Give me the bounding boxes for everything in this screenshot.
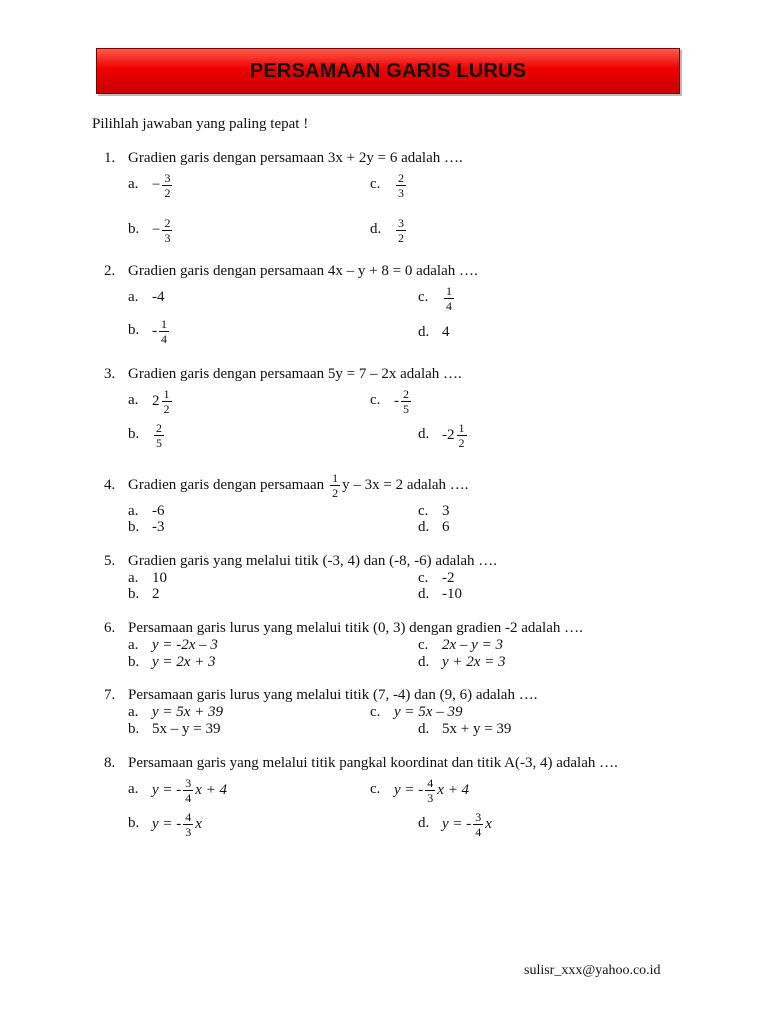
question-text: Gradien garis yang melalui titik (-3, 4) dan (-8, -6) adalah …. <box>128 553 498 569</box>
fraction-denominator: 4 <box>446 299 452 313</box>
option-label: b. <box>128 322 140 338</box>
option-label: d. <box>418 426 430 442</box>
option-label: c. <box>418 637 429 653</box>
fraction-denominator: 4 <box>475 825 482 839</box>
option-label: c. <box>418 289 429 305</box>
option-value: 2 <box>152 586 160 602</box>
option-value: -2 <box>442 570 455 586</box>
question-number: 2. <box>104 263 116 279</box>
option-label: c. <box>418 503 429 519</box>
option-expr-start: y = - <box>394 782 424 798</box>
option-expr-start: y = - <box>152 782 182 798</box>
fraction <box>159 318 169 345</box>
fraction-numerator: 3 <box>164 171 171 185</box>
question-text-start: Gradien garis dengan persamaan <box>128 476 325 493</box>
option-value: y = 5x – 39 <box>394 704 463 720</box>
option-value: y + 2x = 3 <box>442 654 506 670</box>
fraction <box>154 422 164 449</box>
question-text: Persamaan garis yang melalui titik pangkal koordinat dan titik A(-3, 4) adalah …. <box>128 755 618 771</box>
option-value: 10 <box>152 570 167 586</box>
option-value: 2x – y = 3 <box>442 637 503 653</box>
fraction-denominator: 2 <box>164 186 171 200</box>
fraction-numerator: 1 <box>161 317 167 331</box>
option-label: d. <box>418 324 430 340</box>
fraction-denominator: 5 <box>403 402 409 416</box>
fraction-numerator: 2 <box>156 421 162 435</box>
option-value: -4 <box>152 289 165 305</box>
option-expr-start: y = - <box>152 816 182 832</box>
option-expr-end: x + 4 <box>195 782 228 798</box>
fraction <box>162 388 172 415</box>
question-number: 8. <box>104 755 116 771</box>
option-label: b. <box>128 721 140 737</box>
fraction-denominator: 3 <box>185 825 192 839</box>
option-label: a. <box>128 570 139 586</box>
option-label: b. <box>128 221 140 237</box>
option-value: -3 <box>152 519 165 535</box>
instruction-text: Pilihlah jawaban yang paling tepat ! <box>92 116 309 132</box>
option-expr-end: x + 4 <box>437 782 470 798</box>
fraction <box>401 388 411 415</box>
option-label: d. <box>418 654 430 670</box>
fraction-denominator: 2 <box>458 436 465 450</box>
fraction <box>457 422 467 449</box>
fraction <box>425 777 435 804</box>
question-text-end: y – 3x = 2 adalah …. <box>342 476 469 493</box>
fraction-numerator: 3 <box>398 216 404 230</box>
fraction-denominator: 4 <box>161 332 167 346</box>
option-whole: -2 <box>442 427 455 443</box>
option-label: d. <box>418 586 430 602</box>
option-label: c. <box>370 781 381 797</box>
question-number: 5. <box>104 553 116 569</box>
fraction-denominator: 2 <box>398 231 404 245</box>
option-label: c. <box>370 392 381 408</box>
option-expr-end: x <box>195 816 202 832</box>
fraction-denominator: 4 <box>185 791 192 805</box>
fraction <box>330 472 340 499</box>
question-number: 1. <box>104 150 116 166</box>
fraction-denominator: 3 <box>398 186 404 200</box>
option-label: b. <box>128 426 140 442</box>
option-expr-start: y = - <box>442 816 472 832</box>
fraction-denominator: 2 <box>332 485 339 500</box>
option-value: y = 2x + 3 <box>152 654 216 670</box>
fraction-numerator: 3 <box>475 810 482 824</box>
option-value: y = 5x + 39 <box>152 704 224 720</box>
option-sign: − <box>152 177 161 193</box>
fraction-numerator: 1 <box>446 284 452 298</box>
fraction <box>162 217 172 244</box>
option-label: c. <box>370 704 381 720</box>
option-label: d. <box>370 221 382 237</box>
option-label: b. <box>128 519 140 535</box>
option-sign: - <box>394 393 399 409</box>
option-label: a. <box>128 637 139 653</box>
fraction-numerator: 2 <box>403 387 409 401</box>
title-banner <box>96 48 680 94</box>
question-number: 4. <box>104 477 116 493</box>
option-label: d. <box>418 815 430 831</box>
option-value: 4 <box>442 324 450 340</box>
question-number: 6. <box>104 620 116 636</box>
fraction-numerator: 1 <box>163 387 170 401</box>
fraction-numerator: 2 <box>164 216 171 230</box>
option-value: 3 <box>442 503 450 519</box>
option-expr-end: x <box>485 816 492 832</box>
option-label: a. <box>128 781 139 797</box>
question-text: Persamaan garis lurus yang melalui titik (0, 3) dengan gradien -2 adalah …. <box>128 620 583 636</box>
option-label: c. <box>370 176 381 192</box>
fraction-numerator: 1 <box>458 421 465 435</box>
option-value: 5x + y = 39 <box>442 721 512 737</box>
fraction-numerator: 1 <box>332 470 339 485</box>
fraction-numerator: 4 <box>185 810 192 824</box>
question-text: Gradien garis dengan persamaan 5y = 7 – 2x adalah …. <box>128 366 462 382</box>
option-label: a. <box>128 704 139 720</box>
fraction <box>444 285 454 312</box>
option-value: y = -2x – 3 <box>152 637 218 653</box>
option-label: d. <box>418 519 430 535</box>
fraction <box>183 811 193 838</box>
fraction-numerator: 2 <box>398 171 404 185</box>
question-text <box>128 470 469 500</box>
fraction-denominator: 5 <box>156 436 162 450</box>
option-label: a. <box>128 176 139 192</box>
option-value: 6 <box>442 519 450 535</box>
option-label: a. <box>128 392 139 408</box>
author-email: sulisr_xxx@yahoo.co.id <box>524 963 661 978</box>
option-sign: − <box>152 222 161 238</box>
fraction-numerator: 4 <box>427 776 434 790</box>
fraction-numerator: 3 <box>185 776 192 790</box>
fraction-denominator: 3 <box>164 231 171 245</box>
option-label: b. <box>128 586 140 602</box>
option-label: c. <box>418 570 429 586</box>
question-text: Gradien garis dengan persamaan 4x – y + 8 = 0 adalah …. <box>128 263 478 279</box>
option-value: -6 <box>152 503 165 519</box>
page-title: PERSAMAAN GARIS LURUS <box>249 60 527 82</box>
option-value: 5x – y = 39 <box>152 721 221 737</box>
option-label: a. <box>128 289 139 305</box>
question-number: 7. <box>104 687 116 703</box>
fraction-denominator: 3 <box>427 791 434 805</box>
fraction <box>396 217 406 244</box>
option-whole: 2 <box>152 393 160 409</box>
option-label: b. <box>128 654 140 670</box>
fraction <box>473 811 483 838</box>
option-label: d. <box>418 721 430 737</box>
option-sign: - <box>152 323 157 339</box>
fraction-denominator: 2 <box>163 402 170 416</box>
option-value: -10 <box>442 586 462 602</box>
fraction <box>162 172 172 199</box>
question-number: 3. <box>104 366 116 382</box>
fraction <box>183 777 193 804</box>
question-text: Persamaan garis lurus yang melalui titik (7, -4) dan (9, 6) adalah …. <box>128 687 538 703</box>
option-label: b. <box>128 815 140 831</box>
fraction <box>396 172 406 199</box>
question-text: Gradien garis dengan persamaan 3x + 2y = 6 adalah …. <box>128 150 463 166</box>
option-label: a. <box>128 503 139 519</box>
